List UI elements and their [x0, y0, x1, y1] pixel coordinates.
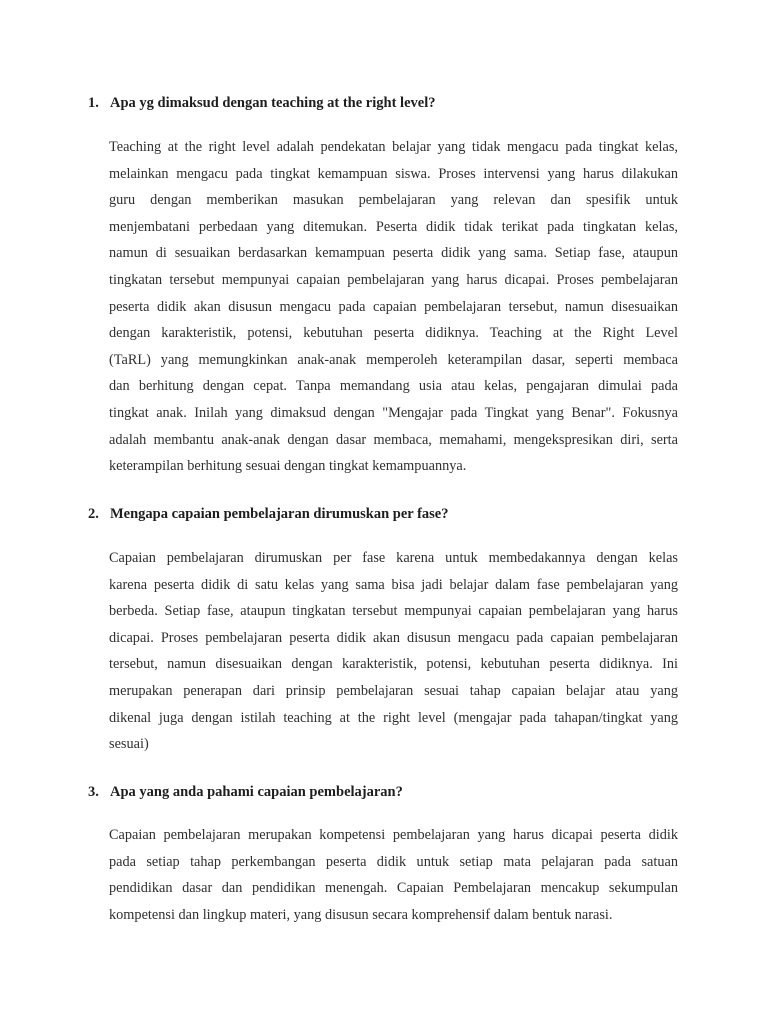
answer-1-line: melainkan mengacu pada tingkat kemampuan siswa. Proses intervensi yang harus dilakukan — [109, 165, 678, 182]
question-1-heading — [88, 93, 688, 113]
answer-3-line: pada setiap tahap perkembangan peserta didik untuk setiap mata pelajaran pada satuan — [109, 853, 678, 870]
question-3-text: Apa yang anda pahami capaian pembelajaran? — [110, 784, 403, 800]
answer-2-line: sesuai) — [109, 736, 149, 753]
answer-3-line: Capaian pembelajaran merupakan kompetensi pembelajaran yang harus dicapai peserta didik — [109, 827, 678, 843]
answer-1-line: guru dengan memberikan masukan pembelajaran yang relevan dan spesifik untuk — [109, 192, 678, 209]
answer-2-line: tersebut, namun disesuaikan dengan karakteristik, potensi, kebutuhan peserta didiknya. Ini — [109, 656, 678, 673]
question-3-heading — [88, 782, 688, 802]
question-2-text: Mengapa capaian pembelajaran dirumuskan per fase? — [110, 506, 449, 522]
answer-2-line: berbeda. Setiap fase, ataupun tingkatan tersebut mempunyai capaian pembelajaran yang harus — [109, 603, 678, 620]
answer-1-line: tingkat anak. Inilah yang dimaksud dengan "Mengajar pada Tingkat yang Benar". Fokusnya — [109, 404, 678, 421]
question-2-heading — [88, 504, 688, 524]
answer-3-line: kompetensi dan lingkup materi, yang disusun secara komprehensif dalam bentuk narasi. — [109, 906, 613, 923]
answer-1-line: (TaRL) yang memungkinkan anak-anak memperoleh keterampilan dasar, seperti membaca — [109, 351, 678, 368]
answer-1-line: dengan karakteristik, potensi, kebutuhan peserta didiknya. Teaching at the Right Level — [109, 325, 678, 342]
answer-2-paragraph — [109, 545, 678, 758]
answer-2-line: Capaian pembelajaran dirumuskan per fase karena untuk membedakannya dengan kelas — [109, 550, 678, 566]
question-2-number: 2. — [88, 506, 99, 522]
answer-1-line: peserta didik akan disusun mengacu pada capaian pembelajaran tersebut, namun disesuaikan — [109, 298, 678, 315]
answer-2-line: karena peserta didik di satu kelas yang sama bisa jadi belajar dalam fase pembelajaran yang — [109, 576, 678, 593]
answer-1-line: dan berhitung dengan cepat. Tanpa memandang usia atau kelas, pengajaran dimulai pada — [109, 378, 678, 395]
answer-2-line: merupakan penerapan dari prinsip pembelajaran sesuai tahap capaian belajar atau yang — [109, 682, 678, 699]
answer-1-line: namun di sesuaikan berdasarkan kemampuan peserta didik yang sama. Setiap fase, ataupun — [109, 245, 678, 262]
answer-1-paragraph — [109, 134, 678, 480]
answer-3-paragraph — [109, 822, 678, 928]
answer-1-line: adalah membantu anak-anak dengan dasar membaca, memahami, mengekspresikan diri, serta — [109, 431, 678, 448]
answer-1-line: tingkatan tersebut mempunyai capaian pembelajaran yang harus dicapai. Proses pembelajaran — [109, 271, 678, 288]
answer-2-line: dikenal juga dengan istilah teaching at the right level (mengajar pada tahapan/tingkat yang — [109, 709, 678, 726]
answer-3-line: pendidikan dasar dan pendidikan menengah. Capaian Pembelajaran mencakup sekumpulan — [109, 880, 678, 897]
answer-1-line: Teaching at the right level adalah pendekatan belajar yang tidak mengacu pada tingkat kelas, — [109, 139, 678, 155]
question-3-number: 3. — [88, 784, 99, 800]
answer-2-line: dicapai. Proses pembelajaran peserta didik akan disusun mengacu pada capaian pembelajaran — [109, 629, 678, 646]
answer-1-line: keterampilan berhitung sesuai dengan tingkat kemampuannya. — [109, 458, 467, 475]
question-1-text: Apa yg dimaksud dengan teaching at the right level? — [110, 95, 436, 111]
answer-1-line: menjembatani perbedaan yang ditemukan. Peserta didik tidak terikat pada tingkatan kelas, — [109, 218, 678, 235]
question-1-number: 1. — [88, 95, 99, 111]
